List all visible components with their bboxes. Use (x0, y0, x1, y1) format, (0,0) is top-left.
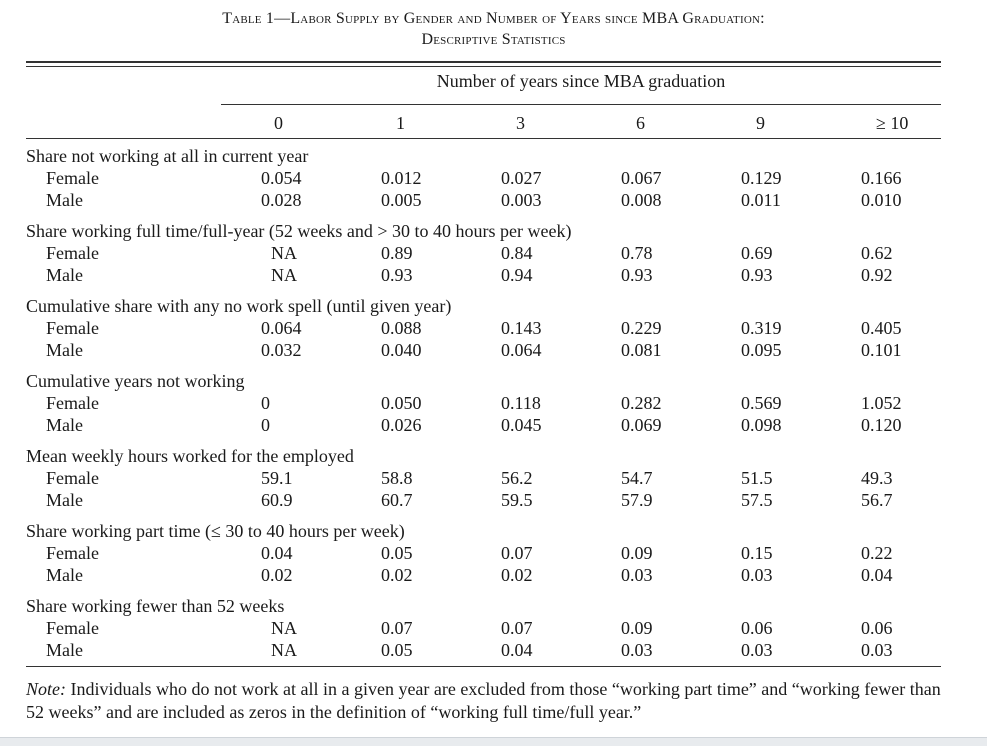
table-cell: 0.02 (501, 565, 533, 585)
column-header: 6 (636, 113, 645, 133)
table-cell: 0.03 (621, 640, 653, 660)
table-cell: 0.005 (381, 190, 422, 210)
section-label: Share working full time/full-year (52 weeks and > 30 to 40 hours per week) (26, 221, 572, 241)
section (26, 211, 941, 286)
table-cell: 0.040 (381, 340, 422, 360)
row-label: Male (46, 490, 83, 510)
column-group-rule (221, 104, 941, 105)
table-cell: 0.028 (261, 190, 302, 210)
table-row (26, 189, 941, 211)
top-double-rule-upper (26, 61, 941, 63)
table-cell: 0.94 (501, 265, 533, 285)
table-cell: 0.069 (621, 415, 662, 435)
row-label: Male (46, 265, 83, 285)
table-cell: 57.5 (741, 490, 773, 510)
section-label: Share working fewer than 52 weeks (26, 596, 285, 616)
table-cell: 0.032 (261, 340, 302, 360)
table-cell: 0.78 (621, 243, 653, 263)
table-row (26, 339, 941, 361)
table-cell: 0.02 (261, 565, 293, 585)
column-header: 0 (274, 113, 283, 133)
row-label: Male (46, 340, 83, 360)
row-label: Female (46, 468, 99, 488)
table-cell: 0.02 (381, 565, 413, 585)
table-row (26, 542, 941, 564)
table-cell: 0.92 (861, 265, 893, 285)
section-label: Mean weekly hours worked for the employed (26, 446, 354, 466)
table-cell: 0.04 (501, 640, 533, 660)
section-label: Share working part time (≤ 30 to 40 hours per week) (26, 521, 405, 541)
table-row (26, 167, 941, 189)
column-header: 1 (396, 113, 405, 133)
table-cell: 0 (261, 393, 270, 413)
table-cell: 0.05 (381, 640, 413, 660)
table-cell: 0.088 (381, 318, 422, 338)
section-label: Cumulative share with any no work spell (until given year) (26, 296, 452, 316)
table-cell: NA (271, 640, 297, 660)
table-cell: 0.095 (741, 340, 782, 360)
table-cell: 1.052 (861, 393, 902, 413)
table-cell: 0.129 (741, 168, 782, 188)
table-cell: 0.04 (261, 543, 293, 563)
table-row (26, 264, 941, 286)
table-row (26, 489, 941, 511)
viewer-bottom-bar (0, 737, 987, 746)
table-cell: 0.101 (861, 340, 902, 360)
top-double-rule-lower (26, 66, 941, 67)
table-cell: 0 (261, 415, 270, 435)
table-cell: 0.15 (741, 543, 773, 563)
table-cell: 0.84 (501, 243, 533, 263)
table-cell: 0.050 (381, 393, 422, 413)
note-text: Individuals who do not work at all in a given year are excluded from those “working part time” and “working fewer than 52 weeks” and are included as zeros in the definition of “working full time/full year.” (26, 679, 941, 722)
row-label: Female (46, 393, 99, 413)
table-cell: 0.026 (381, 415, 422, 435)
table-cell: 0.69 (741, 243, 773, 263)
section-label: Cumulative years not working (26, 371, 245, 391)
table-cell: 0.89 (381, 243, 413, 263)
table-cell: 49.3 (861, 468, 893, 488)
section (26, 136, 941, 211)
table-cell: 0.166 (861, 168, 902, 188)
section (26, 436, 941, 511)
table-cell: 60.9 (261, 490, 293, 510)
table-cell: 0.05 (381, 543, 413, 563)
stub-header (26, 111, 261, 136)
table-cell: 0.143 (501, 318, 542, 338)
row-label: Female (46, 243, 99, 263)
table-cell: 0.09 (621, 543, 653, 563)
table-cell: 0.22 (861, 543, 893, 563)
table-cell: 0.07 (381, 618, 413, 638)
column-group-header: Number of years since MBA graduation (436, 71, 726, 91)
statistics-table (26, 111, 941, 661)
table-cell: 0.03 (741, 640, 773, 660)
table-cell: 0.229 (621, 318, 662, 338)
table-cell: 0.067 (621, 168, 662, 188)
table-cell: 0.003 (501, 190, 542, 210)
table-cell: 0.064 (261, 318, 302, 338)
table-row (26, 317, 941, 339)
row-label: Male (46, 565, 83, 585)
note-lead: Note: (26, 679, 66, 699)
column-header: 3 (516, 113, 525, 133)
table-row (26, 242, 941, 264)
table-cell: NA (271, 265, 297, 285)
table-cell: 0.282 (621, 393, 662, 413)
table-cell: 0.06 (861, 618, 893, 638)
table-cell: 56.2 (501, 468, 533, 488)
table-title-line-2: Descriptive Statistics (421, 31, 566, 48)
row-label: Female (46, 318, 99, 338)
section (26, 586, 941, 661)
column-header: 9 (756, 113, 765, 133)
table-cell: 0.045 (501, 415, 542, 435)
table-cell: 59.1 (261, 468, 293, 488)
table-cell: 0.04 (861, 565, 893, 585)
table-cell: 0.012 (381, 168, 422, 188)
table-cell: 59.5 (501, 490, 533, 510)
table-row (26, 617, 941, 639)
table-cell: 56.7 (861, 490, 893, 510)
column-header-row (26, 111, 941, 136)
table-cell: 0.62 (861, 243, 893, 263)
section-label: Share not working at all in current year (26, 146, 309, 166)
table-cell: 0.93 (381, 265, 413, 285)
table-cell: 0.03 (621, 565, 653, 585)
row-label: Female (46, 168, 99, 188)
row-label: Male (46, 640, 83, 660)
table-cell: NA (271, 243, 297, 263)
row-label: Male (46, 415, 83, 435)
table-row (26, 639, 941, 661)
table-cell: 0.03 (741, 565, 773, 585)
table-cell: 60.7 (381, 490, 413, 510)
table-cell: 0.07 (501, 543, 533, 563)
table-row (26, 467, 941, 489)
table-row (26, 414, 941, 436)
section (26, 286, 941, 361)
table-cell: 0.569 (741, 393, 782, 413)
column-header: ≥ 10 (876, 113, 909, 133)
row-label: Female (46, 543, 99, 563)
table-cell: NA (271, 618, 297, 638)
table-cell: 0.081 (621, 340, 662, 360)
table-cell: 0.03 (861, 640, 893, 660)
table-cell: 0.064 (501, 340, 542, 360)
table-cell: 0.07 (501, 618, 533, 638)
table-cell: 58.8 (381, 468, 413, 488)
table-title-line-1: Table 1—Labor Supply by Gender and Number of Years since MBA Graduation: (222, 10, 765, 27)
table-cell: 0.098 (741, 415, 782, 435)
table-cell: 0.06 (741, 618, 773, 638)
table-note (26, 678, 956, 724)
table-cell: 0.09 (621, 618, 653, 638)
table-cell: 57.9 (621, 490, 653, 510)
table-cell: 0.118 (501, 393, 541, 413)
table-row (26, 564, 941, 586)
row-label: Female (46, 618, 99, 638)
table-cell: 0.93 (741, 265, 773, 285)
section (26, 361, 941, 436)
table-cell: 0.008 (621, 190, 662, 210)
table-cell: 0.027 (501, 168, 542, 188)
table-title (0, 8, 987, 50)
table-cell: 0.93 (621, 265, 653, 285)
table-cell: 0.010 (861, 190, 902, 210)
row-label: Male (46, 190, 83, 210)
section (26, 511, 941, 586)
table-bottom-rule (26, 666, 941, 667)
table-cell: 0.120 (861, 415, 902, 435)
table-cell: 0.011 (741, 190, 781, 210)
table-cell: 51.5 (741, 468, 773, 488)
table-cell: 0.319 (741, 318, 782, 338)
table-cell: 0.405 (861, 318, 902, 338)
table-row (26, 392, 941, 414)
table-cell: 54.7 (621, 468, 653, 488)
table-cell: 0.054 (261, 168, 302, 188)
